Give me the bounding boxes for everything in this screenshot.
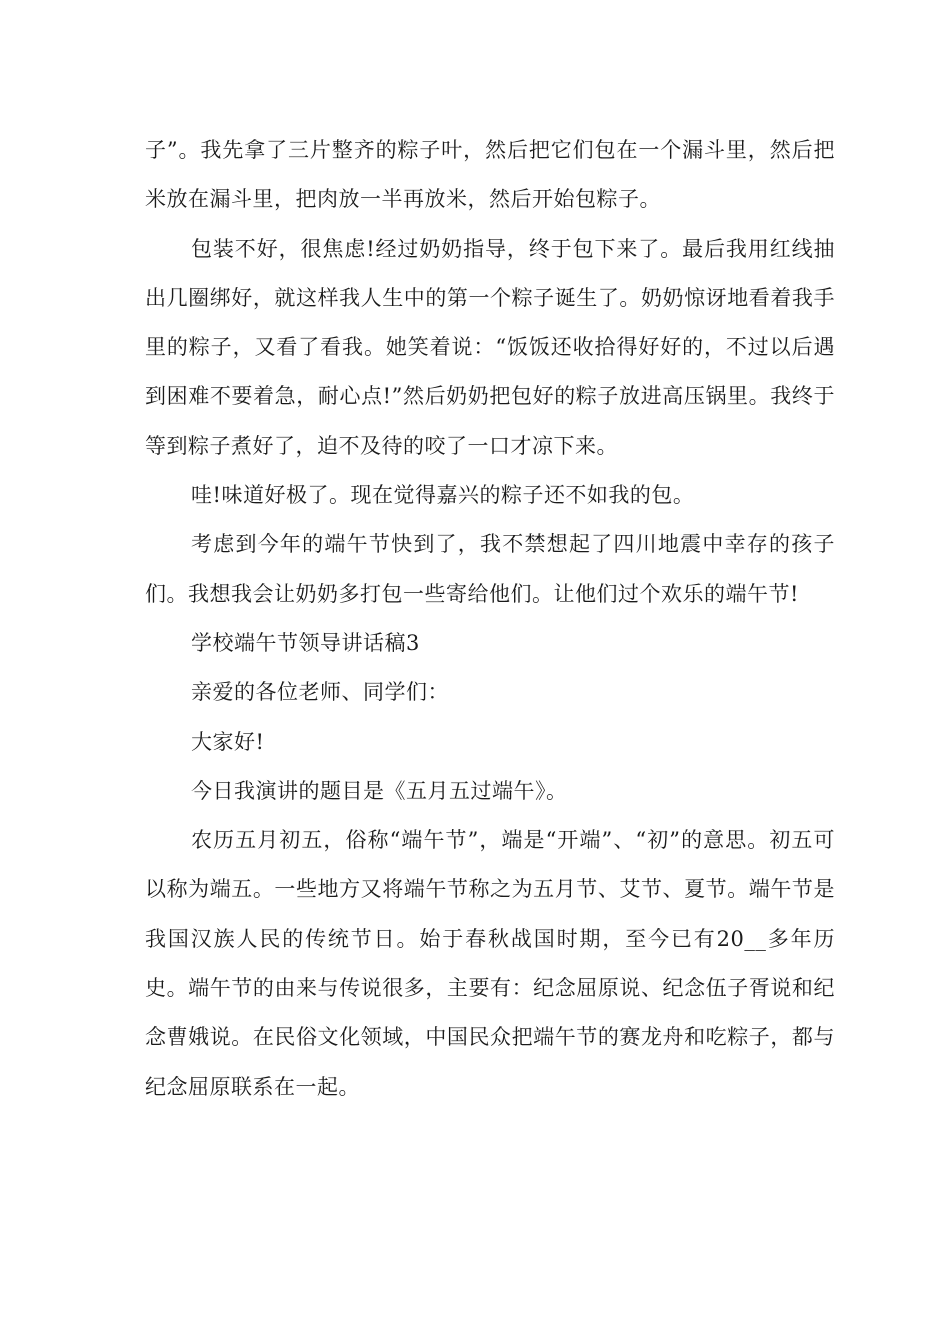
salutation: 亲爱的各位老师、同学们：	[191, 680, 449, 705]
paragraph-taste: 哇!味道好极了。现在觉得嘉兴的粽子还不如我的包。	[191, 483, 695, 508]
speech-topic: 今日我演讲的题目是《五月五过端午》。	[191, 778, 568, 803]
paragraph-continuation: 子”。我先拿了三片整齐的粽子叶，然后把它们包在一个漏斗里，然后把米放在漏斗里，把肉放一半再放米，然后开始包粽子。	[145, 138, 835, 212]
section-heading: 学校端午节领导讲话稿3	[191, 630, 420, 655]
paragraph-sichuan: 考虑到今年的端午节快到了，我不禁想起了四川地震中幸存的孩子们。我想我会让奶奶多打包一些寄给他们。让他们过个欢乐的端午节!	[145, 532, 835, 606]
paragraph-festival-origin: 农历五月初五，俗称“端午节”，端是“开端”、“初”的意思。初五可以称为端五。一些地方又将端午节称之为五月节、艾节、夏节。端午节是我国汉族人民的传统节日。始于春秋战国时期，至今已有20__多年历史。端午节的由来与传说很多，主要有：纪念屈原说、纪念伍子胥说和纪念曹娥说。在民俗文化领域，中国民众把端午节的赛龙舟和吃粽子，都与纪念屈原联系在一起。	[145, 828, 835, 1099]
paragraph-wrapping-zongzi: 包装不好，很焦虑!经过奶奶指导，终于包下来了。最后我用红线抽出几圈绑好，就这样我人生中的第一个粽子诞生了。奶奶惊讶地看着我手里的粽子，又看了看我。她笑着说：“饭饭还收拾得好好的，不过以后遇到困难不要着急，耐心点!”然后奶奶把包好的粽子放进高压锅里。我终于等到粽子煮好了，迫不及待的咬了一口才凉下来。	[145, 236, 835, 458]
greeting: 大家好!	[191, 729, 265, 754]
document-body	[145, 126, 835, 1112]
